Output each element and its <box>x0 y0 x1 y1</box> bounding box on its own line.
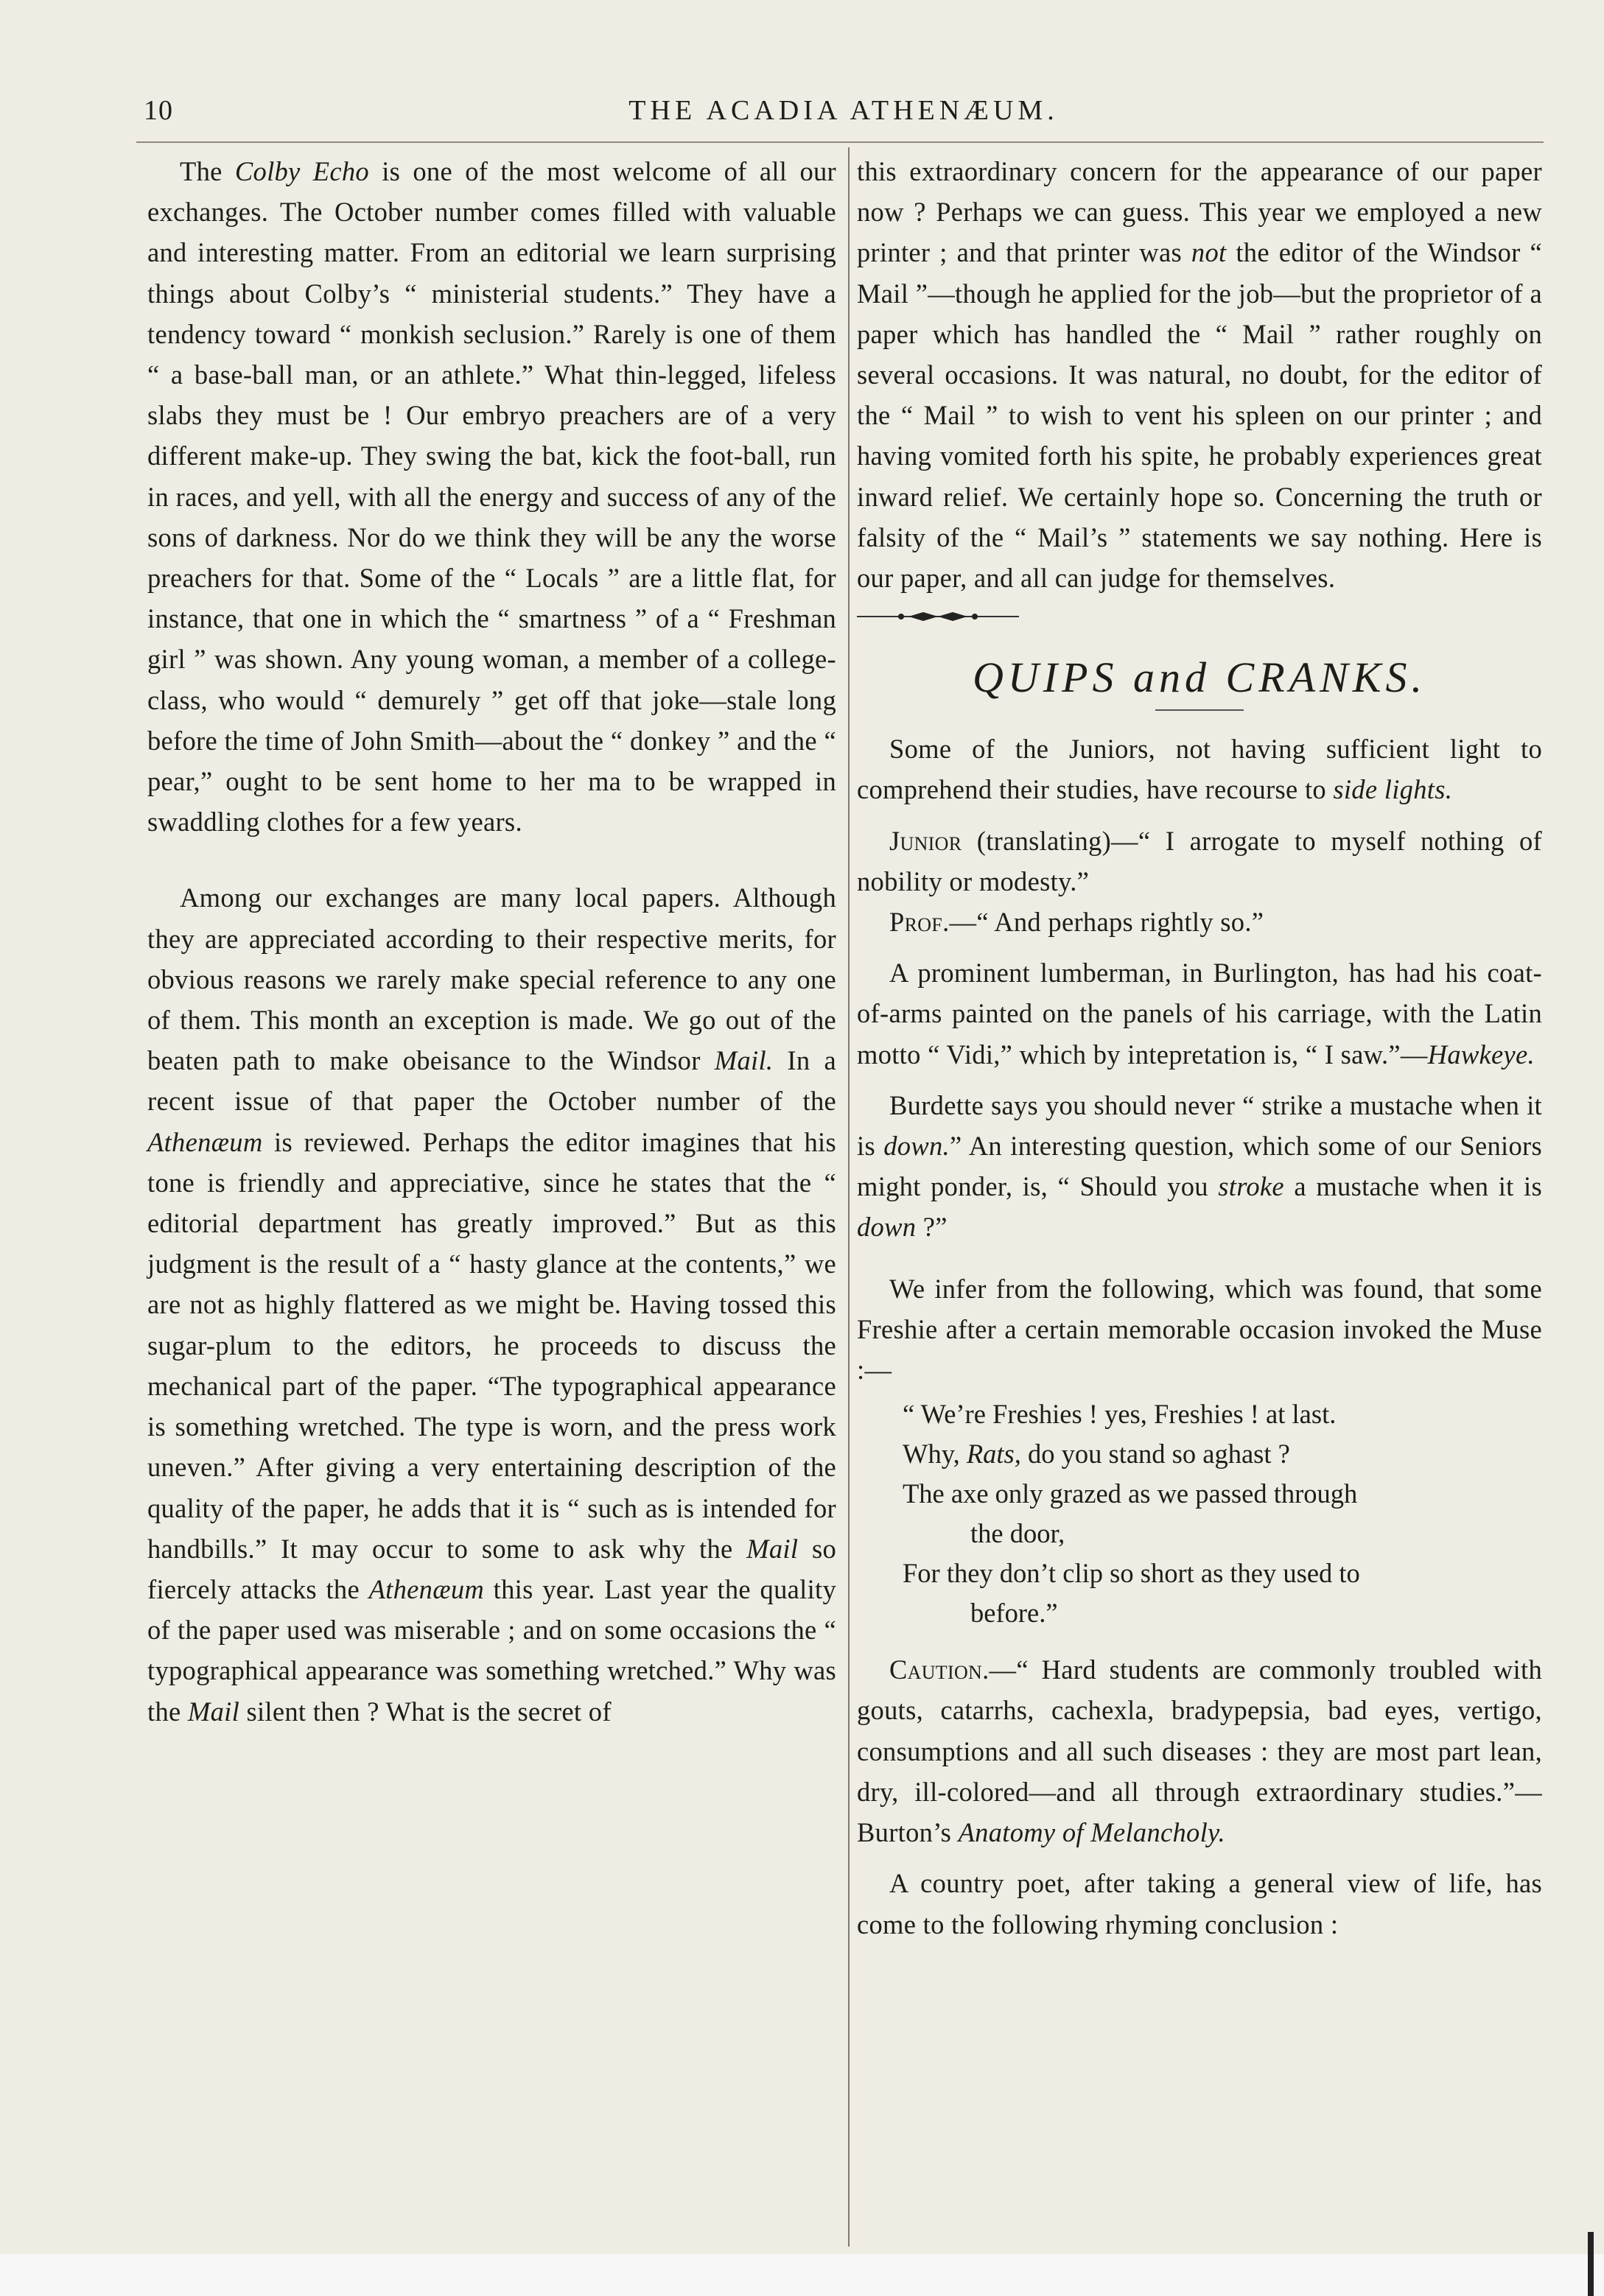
section-ornament <box>857 608 1019 625</box>
text-run: the editor of the Windsor “ Mail ”—though he applied for the job—but the proprietor of a paper which has handled the “ Mail ” rather roughly on several occasions. It was natural, no doubt, for the editor of the “ Mail ” to wish to vent his spleen on our printer ; and having vomited forth his spite, he probably experiences great inward relief. We certainly hope so. Concerning the truth or falsity of the “ Mail’s ” statements we say nothing. Here is our paper, and all can judge for themselves. <box>857 237 1542 594</box>
italic-text: Athenæum <box>147 1126 263 1157</box>
quip-lumberman <box>857 952 1542 1075</box>
text-run: a mustache when it is <box>1283 1171 1542 1202</box>
text-run: Why, <box>903 1439 967 1470</box>
italic-text: Anatomy of Melancholy. <box>958 1817 1225 1848</box>
text-run: before.” <box>970 1598 1058 1629</box>
text-run: In a recent issue of that paper the October number of the <box>147 1045 836 1117</box>
text-run: “ We’re Freshies ! yes, Freshies ! at last. <box>903 1399 1337 1430</box>
text-run: For they don’t clip so short as they used to <box>903 1558 1360 1589</box>
text-run: is reviewed. Perhaps the editor imagines that his tone is friendly and appreciative, since he states that the “ editorial department has greatly improved.” But as this judgment is the result of a “ hasty glance at the contents,” we are not as highly flattered as we might be. Having tossed this sugar-plum to the editors, he proceeds to discuss the mechanical part of the paper. “The typographical appearance is something wretched. The type is worn, and the press work uneven.” After giving a very entertaining description of the quality of the paper, he adds that it is “ such as is intended for handbills.” It may occur to some to ask why the <box>147 1126 836 1564</box>
section-title: QUIPS and CRANKS. <box>973 653 1426 702</box>
text-run: so fiercely attacks the <box>147 1533 836 1604</box>
poem-line <box>903 1593 1542 1633</box>
poem-line <box>903 1434 1542 1474</box>
colby-echo-paragraph <box>147 151 836 842</box>
scan-edge-mark <box>1588 2232 1594 2296</box>
poem-line <box>903 1394 1542 1434</box>
text-run: —“ Hard students are commonly troubled with gouts, catarrhs, cachexla, bradypepsia, bad eyes, vertigo, consumptions and all such diseases : they are most part lean, dry, ill-colored—and all through extraordinary studies.”—Burton’s <box>857 1654 1542 1848</box>
text-run: Some of the Juniors, not having sufficient light to comprehend their studies, have recourse to <box>857 734 1542 805</box>
quip-prof <box>857 902 1542 942</box>
title-rule <box>1155 709 1244 711</box>
italic-text: Rats, <box>966 1439 1021 1470</box>
poem-line <box>903 1474 1542 1514</box>
small-caps-text: Prof. <box>889 907 950 938</box>
text-run: the door, <box>970 1518 1065 1549</box>
windsor-mail-paragraph <box>147 877 836 1731</box>
page-number: 10 <box>144 95 173 126</box>
italic-text: not <box>1191 237 1227 268</box>
text-run: ?” <box>916 1212 948 1243</box>
left-column <box>147 151 836 1732</box>
italic-text: side lights. <box>1333 774 1453 805</box>
small-caps-text: Caution. <box>889 1654 990 1685</box>
text-run: Among our exchanges are many local papers. Although they are appreciated according to their respective merits, for obvious reasons we rarely make special reference to any one of them. This month an exception is made. We go out of the beaten path to make obeisance to the Windsor <box>147 882 836 1076</box>
running-title: THE ACADIA ATHENÆUM. <box>628 95 1059 126</box>
windsor-mail-continuation <box>857 151 1542 598</box>
scan-margin <box>0 2254 1604 2296</box>
poem-line <box>903 1514 1542 1554</box>
quip-country-poet <box>857 1863 1542 1944</box>
text-run: (translating)—“ I arrogate to myself nothing of nobility or modesty.” <box>857 825 1542 896</box>
italic-text: Mail. <box>714 1045 774 1076</box>
poem-line <box>903 1554 1542 1593</box>
text-run: is one of the most welcome of all our exchanges. The October number comes filled with valuable and interesting matter. From an editorial we learn surprising things about Colby’s “ ministerial students.” They have a tendency toward “ monkish seclusion.” Rarely is one of them “ a base-ball man, or an athlete.” What thin-legged, lifeless slabs they must be ! Our embryo preachers are of a very different make-up. They swing the bat, kick the foot-ball, run in races, and yell, with all the energy and success of any of the sons of darkness. Nor do we think they will be any the worse preachers for that. Some of the “ Locals ” are a little flat, for instance, that one in which the “ smartness ” of a “ Freshman girl ” was shown. Any young woman, a member of a college-class, who would “ demurely ” get off that joke—stale long before the time of John Smith—about the “ donkey ” and the “ pear,” ought to be sent home to her ma to be wrapped in swaddling clothes for a few years. <box>147 156 836 838</box>
small-caps-text: Junior <box>889 825 962 856</box>
text-run: this year. Last year the quality of the paper used was miserable ; and on some occasions the “ typographical appearance was something wretched.” Why was the <box>147 1573 836 1727</box>
quip-freshie <box>857 1268 1542 1391</box>
italic-text: stroke <box>1218 1171 1284 1202</box>
header-rule <box>136 141 1544 143</box>
text-run: ” An interesting question, which some of our Seniors might ponder, is, “ Should you <box>857 1131 1543 1202</box>
italic-text: Hawkeye. <box>1427 1039 1535 1070</box>
italic-text: down <box>857 1212 917 1243</box>
italic-text: down. <box>883 1131 950 1162</box>
text-run: —“ And perhaps rightly so.” <box>949 907 1264 938</box>
text-run: silent then ? What is the secret of <box>239 1696 612 1727</box>
quip-caution <box>857 1649 1542 1853</box>
text-run: The axe only grazed as we passed through <box>903 1478 1358 1509</box>
text-run: Burdette says you should never “ strike a mustache when it is <box>857 1089 1542 1162</box>
text-run: this extraordinary concern for the appearance of our paper now ? Perhaps we can guess. This year we employed a new printer ; and that printer was <box>857 156 1542 268</box>
text-run: A country poet, after taking a general view of life, has come to the following rhyming conclusion : <box>857 1868 1542 1939</box>
column-divider <box>848 147 850 2247</box>
quip-junior-translating <box>857 821 1542 902</box>
text-run: We infer from the following, which was found, that some Freshie after a certain memorable occasion invoked the Muse :— <box>857 1273 1542 1386</box>
quip-juniors <box>857 729 1542 810</box>
text-run: do you stand so aghast ? <box>1020 1439 1290 1470</box>
text-run: A prominent lumberman, in Burlington, has had his coat-of-arms painted on the panels of his carriage, with the Latin motto “ Vidi,” which by intepretation is, “ I saw.”— <box>857 958 1542 1070</box>
italic-text: Mail <box>746 1533 799 1564</box>
italic-text: Colby Echo <box>234 156 369 186</box>
text-run: The <box>180 156 235 186</box>
quip-burdette <box>857 1085 1542 1248</box>
italic-text: Athenæum <box>368 1573 485 1604</box>
right-column <box>857 151 1542 1945</box>
freshie-poem <box>903 1394 1542 1633</box>
italic-text: Mail <box>187 1696 240 1727</box>
page-header <box>144 87 1544 131</box>
